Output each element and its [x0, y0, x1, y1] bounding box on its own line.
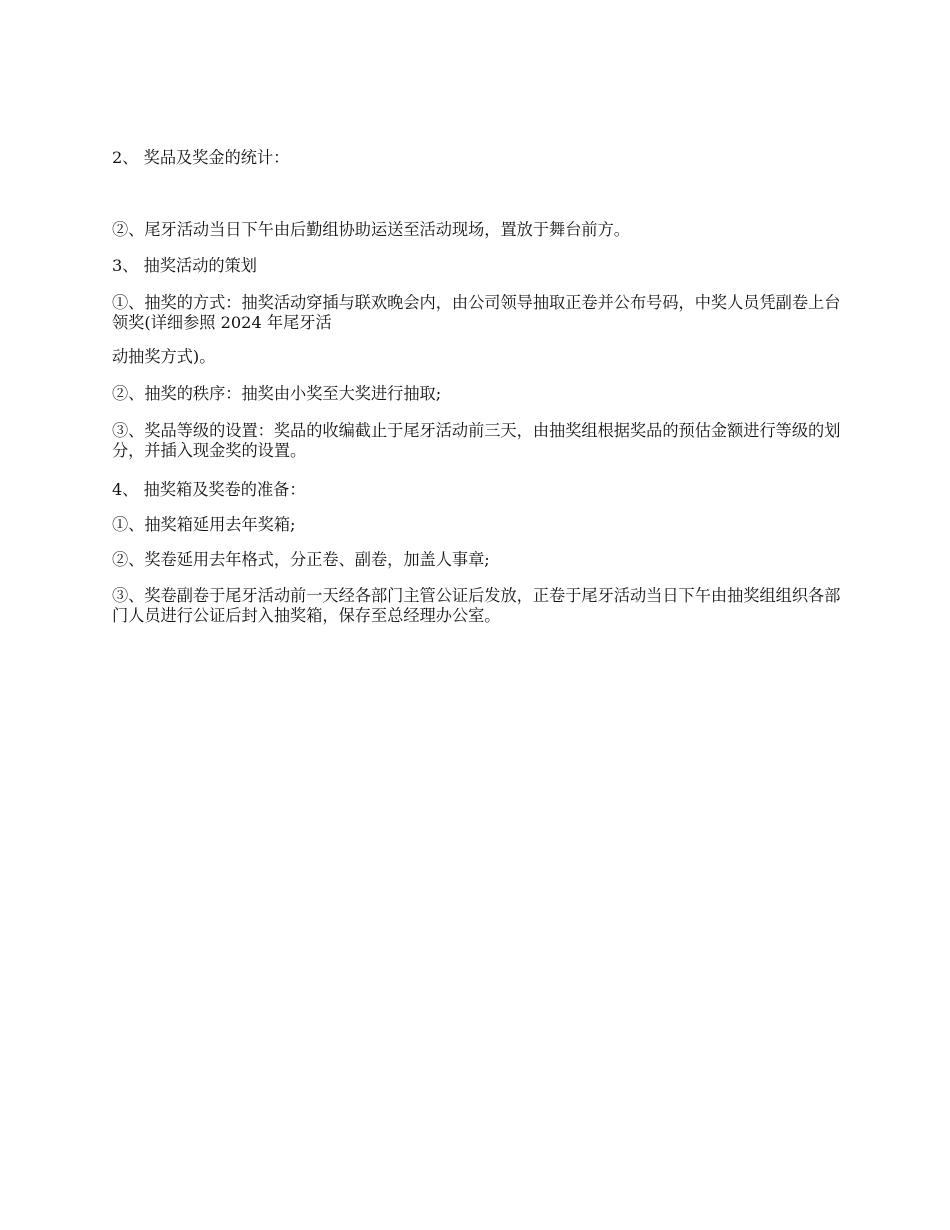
- section-heading-box-tickets: 4、 抽奖箱及奖卷的准备：: [112, 480, 306, 499]
- paragraph-prize-levels: ③、奖品等级的设置：奖品的收编截止于尾牙活动前三天，由抽奖组根据奖品的预估金额进行等级的划分，并插入现金奖的设置。: [112, 421, 841, 460]
- paragraph-lottery-method: ①、抽奖的方式：抽奖活动穿插与联欢晚会内，由公司领导抽取正卷并公布号码，中奖人员凭副卷上台领奖(详细参照 2024 年尾牙活: [112, 293, 841, 332]
- paragraph-lottery-method-cont: 动抽奖方式)。: [112, 347, 216, 366]
- section-heading-prizes: 2、 奖品及奖金的统计：: [112, 148, 290, 167]
- paragraph-lottery-order: ②、抽奖的秩序：抽奖由小奖至大奖进行抽取;: [112, 384, 442, 403]
- paragraph-prize-transport: ②、尾牙活动当日下午由后勤组协助运送至活动现场，置放于舞台前方。: [112, 220, 630, 239]
- paragraph-lottery-box: ①、抽奖箱延用去年奖箱;: [112, 515, 296, 534]
- paragraph-ticket-format: ②、奖卷延用去年格式，分正卷、副卷，加盖人事章;: [112, 550, 490, 569]
- paragraph-ticket-notarize: ③、奖卷副卷于尾牙活动前一天经各部门主管公证后发放，正卷于尾牙活动当日下午由抽奖组组织各部门人员进行公证后封入抽奖箱，保存至总经理办公室。: [112, 586, 841, 625]
- section-heading-lottery: 3、 抽奖活动的策划: [112, 256, 257, 275]
